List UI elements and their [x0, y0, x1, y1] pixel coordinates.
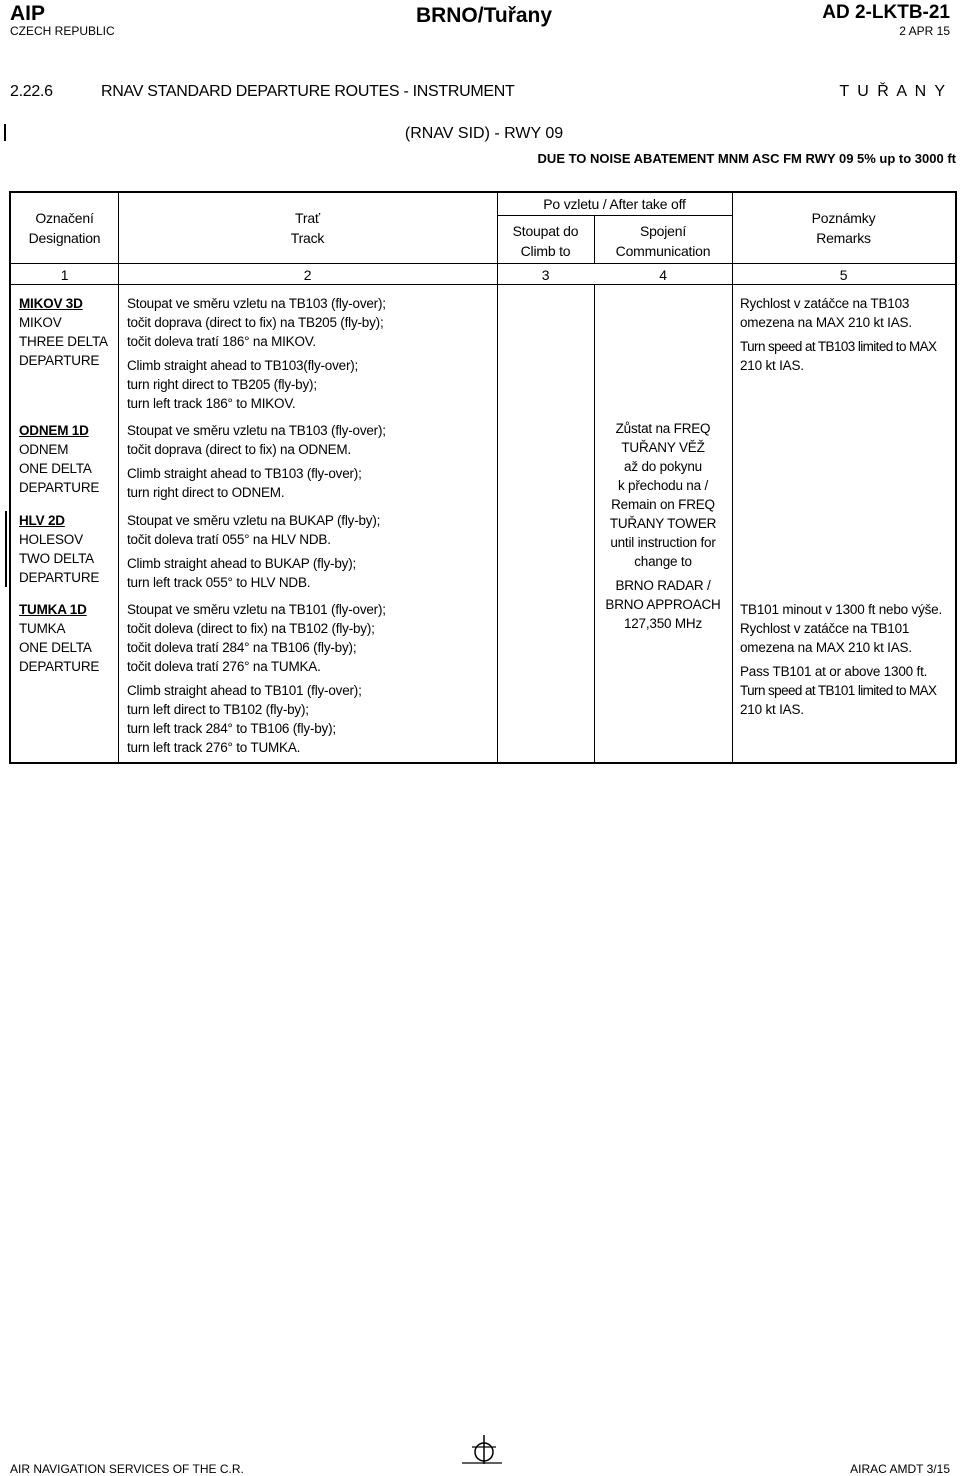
comm-line: TUŘANY VĚŽ — [621, 440, 705, 455]
designation-line: DEPARTURE — [19, 353, 100, 368]
col-number: 4 — [659, 267, 667, 283]
track-cz — [127, 511, 495, 549]
header-climb — [497, 221, 594, 261]
header-designation — [11, 208, 118, 248]
track-hlv — [127, 511, 495, 592]
remarks-line: Turn speed at TB103 limited to MAX — [740, 339, 937, 354]
remarks-line: 210 kt IAS. — [740, 702, 804, 717]
track-line: Climb straight ahead to TB103(fly-over); — [127, 358, 359, 373]
row-divider — [11, 263, 955, 264]
designation-line: MIKOV — [19, 315, 62, 330]
comm-line: change to — [634, 554, 692, 569]
designation-line: DEPARTURE — [19, 659, 100, 674]
track-line: Climb straight ahead to TB101 (fly-over); — [127, 683, 362, 698]
header-remarks — [732, 208, 955, 248]
track-line: točit doleva tratí 055° na HLV NDB. — [127, 532, 331, 547]
track-en — [127, 681, 495, 757]
comm-line: Remain on FREQ — [611, 497, 715, 512]
footer-publisher: AIR NAVIGATION SERVICES OF THE C.R. — [10, 1462, 244, 1476]
remarks-en — [740, 337, 954, 375]
designation-code: ODNEM 1D — [19, 423, 89, 438]
track-line: turn left track 284° to TB106 (fly-by); — [127, 721, 336, 736]
track-line: turn right direct to ODNEM. — [127, 485, 285, 500]
header-communication — [594, 221, 732, 261]
section-subtitle: (RNAV SID) - RWY 09 — [404, 125, 564, 142]
comm-line: BRNO RADAR / — [615, 578, 711, 593]
track-line: Climb straight ahead to TB103 (fly-over); — [127, 466, 362, 481]
row-divider — [497, 215, 732, 216]
page-title: BRNO/Tuřany — [415, 4, 553, 27]
comm-line: Zůstat na FREQ — [615, 421, 711, 436]
designation-line: TUMKA — [19, 621, 66, 636]
designation-line: ONE DELTA — [19, 461, 92, 476]
designation-line: DEPARTURE — [19, 570, 100, 585]
header-remarks-cz: Poznámky — [811, 210, 876, 226]
track-line: točit doleva (direct to fix) na TB102 (fly-by); — [127, 621, 375, 636]
track-en — [127, 554, 495, 592]
designation-tumka — [19, 600, 117, 676]
designation-line: HOLESOV — [19, 532, 83, 547]
comm-line: TUŘANY TOWER — [609, 516, 717, 531]
comm-line: until instruction for — [610, 535, 716, 550]
page-code: AD 2-LKTB-21 — [822, 2, 950, 23]
header-climb-cz: Stoupat do — [512, 223, 579, 239]
track-line: Stoupat ve směru vzletu na TB101 (fly-over); — [127, 602, 386, 617]
track-line: točit doleva tratí 276° na TUMKA. — [127, 659, 321, 674]
remarks-cz — [740, 294, 954, 332]
track-line: turn right direct to TB205 (fly-by); — [127, 377, 317, 392]
communication-text — [594, 419, 732, 633]
track-line: Stoupat ve směru vzletu na TB103 (fly-over); — [127, 296, 386, 311]
header-track-en: Track — [290, 230, 325, 246]
track-tumka — [127, 600, 495, 757]
designation-code: MIKOV 3D — [19, 296, 83, 311]
designation-mikov — [19, 294, 117, 370]
track-line: turn left direct to TB102 (fly-by); — [127, 702, 309, 717]
designation-line: DEPARTURE — [19, 480, 100, 495]
comm-line: k přechodu na / — [617, 478, 709, 493]
track-line: točit doleva tratí 186° na MIKOV. — [127, 334, 316, 349]
track-line: Stoupat ve směru vzletu na TB103 (fly-over); — [127, 423, 386, 438]
track-line: turn left track 055° to HLV NDB. — [127, 575, 311, 590]
track-line: turn left track 276° to TUMKA. — [127, 740, 301, 755]
track-cz — [127, 421, 495, 459]
track-line: Stoupat ve směru vzletu na BUKAP (fly-by); — [127, 513, 381, 528]
designation-code: TUMKA 1D — [19, 602, 87, 617]
col-number: 1 — [60, 267, 69, 283]
comm-line: až do pokynu — [624, 459, 702, 474]
remarks-line: omezena na MAX 210 kt IAS. — [740, 640, 912, 655]
remarks-line: omezena na MAX 210 kt IAS. — [740, 315, 912, 330]
designation-line: TWO DELTA — [19, 551, 94, 566]
track-mikov — [127, 294, 495, 413]
designation-line: THREE DELTA — [19, 334, 108, 349]
remarks-tb101 — [740, 600, 954, 719]
aerodrome-name: T U Ř A N Y — [839, 83, 947, 100]
designation-code: HLV 2D — [19, 513, 65, 528]
header-designation-en: Designation — [28, 230, 101, 246]
track-line: turn left track 186° to MIKOV. — [127, 396, 296, 411]
ans-logo-icon — [462, 1433, 502, 1474]
col-number: 2 — [303, 267, 312, 283]
remarks-cz — [740, 600, 954, 657]
aip-label: AIP — [10, 2, 46, 25]
track-line: Climb straight ahead to BUKAP (fly-by); — [127, 556, 357, 571]
track-cz — [127, 294, 495, 351]
track-en — [127, 464, 495, 502]
header-track — [118, 208, 497, 248]
comm-line: BRNO APPROACH — [605, 597, 721, 612]
header-climb-en: Climb to — [520, 243, 571, 259]
remarks-en — [740, 662, 954, 719]
change-bar — [5, 511, 7, 587]
designation-odnem — [19, 421, 117, 497]
track-odnem — [127, 421, 495, 502]
header-remarks-en: Remarks — [816, 230, 871, 246]
track-line: točit doleva tratí 284° na TB106 (fly-by); — [127, 640, 357, 655]
designation-hlv — [19, 511, 117, 587]
track-line: točit doprava (direct to fix) na TB205 (fly-by); — [127, 315, 384, 330]
track-line: točit doprava (direct to fix) na ODNEM. — [127, 442, 352, 457]
remarks-line: 210 kt IAS. — [740, 358, 804, 373]
noise-abatement-note: DUE TO NOISE ABATEMENT MNM ASC FM RWY 09 5% up to 3000 ft — [537, 151, 956, 166]
comm-line: 127,350 MHz — [623, 616, 703, 631]
remarks-line: Rychlost v zatáčce na TB103 — [740, 296, 910, 311]
header-track-cz: Trať — [295, 210, 320, 226]
header-after-takeoff: Po vzletu / After take off — [543, 196, 686, 212]
remarks-tb103 — [740, 294, 954, 375]
header-comm-cz: Spojení — [639, 223, 687, 239]
remarks-line: TB101 minout v 1300 ft nebo výše. — [740, 602, 943, 617]
section-number: 2.22.6 — [10, 83, 53, 100]
sid-table — [9, 191, 957, 764]
header-designation-cz: Označení — [35, 210, 94, 226]
designation-line: ODNEM — [19, 442, 69, 457]
designation-line: ONE DELTA — [19, 640, 92, 655]
remarks-line: Rychlost v zatáčce na TB101 — [740, 621, 910, 636]
track-cz — [127, 600, 495, 676]
track-en — [127, 356, 495, 413]
header-comm-en: Communication — [615, 243, 711, 259]
col-number: 5 — [839, 267, 848, 283]
footer-amendment: AIRAC AMDT 3/15 — [850, 1462, 950, 1476]
page-date: 2 APR 15 — [899, 24, 950, 38]
remarks-line: Pass TB101 at or above 1300 ft. — [740, 664, 928, 679]
remarks-line: Turn speed at TB101 limited to MAX — [740, 683, 937, 698]
country-label: CZECH REPUBLIC — [10, 24, 115, 38]
col-number: 3 — [541, 267, 550, 283]
section-title: RNAV STANDARD DEPARTURE ROUTES - INSTRUMENT — [101, 83, 515, 100]
